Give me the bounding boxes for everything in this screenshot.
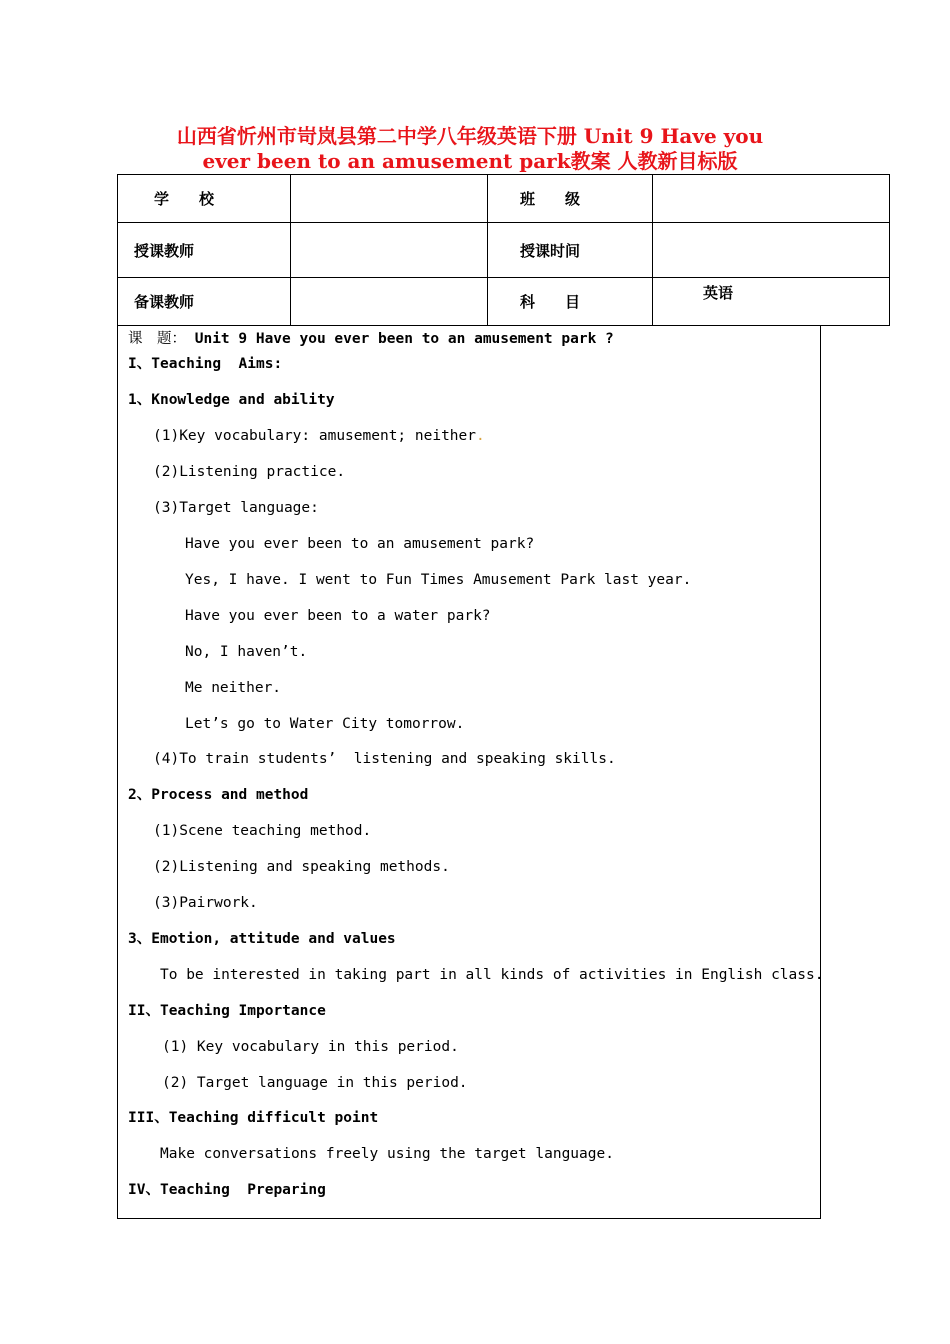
emotion-text: To be interested in taking part in all kinds of activities in English class.	[160, 967, 824, 983]
importance-item-2: (2) Target language in this period.	[162, 1075, 468, 1091]
topic-label: 课 题：	[128, 331, 186, 347]
topic-line	[128, 329, 614, 349]
knowledge-heading: 1、Knowledge and ability	[128, 392, 335, 408]
importance-item-1: (1) Key vocabulary in this period.	[162, 1039, 459, 1055]
school-value[interactable]	[291, 175, 488, 223]
prep-teacher-value[interactable]	[291, 278, 488, 326]
target-line-1: Have you ever been to an amusement park?	[185, 536, 535, 552]
school-label: 学 校	[118, 175, 291, 223]
teacher-label: 授课教师	[118, 223, 291, 278]
process-item-2: (2)Listening and speaking methods.	[153, 859, 450, 875]
time-label: 授课时间	[488, 223, 653, 278]
topic-text: Unit 9 Have you ever been to an amusement park ?	[194, 331, 614, 347]
prep-teacher-label: 备课教师	[118, 278, 291, 326]
teacher-value[interactable]	[291, 223, 488, 278]
info-row-teacher	[118, 223, 890, 278]
process-heading: 2、Process and method	[128, 787, 309, 803]
document-title	[118, 124, 822, 174]
lesson-content	[117, 325, 824, 1219]
preparing-heading: IV、Teaching Preparing	[128, 1182, 326, 1198]
title-line-1: 山西省忻州市岢岚县第二中学八年级英语下册 Unit 9 Have you	[176, 124, 764, 148]
knowledge-item-4: (4)To train students’ listening and speaking skills.	[153, 751, 616, 767]
info-row-prep	[118, 278, 890, 326]
info-row-school	[118, 175, 890, 223]
time-value[interactable]	[653, 223, 890, 278]
aims-heading: I、Teaching Aims:	[128, 356, 283, 372]
target-line-5: Me neither.	[185, 680, 282, 696]
difficult-text: Make conversations freely using the target language.	[160, 1146, 614, 1162]
knowledge-item-3: (3)Target language:	[153, 500, 319, 516]
subject-value: 英语	[653, 278, 890, 326]
emotion-heading: 3、Emotion, attitude and values	[128, 931, 396, 947]
importance-heading: II、Teaching Importance	[128, 1003, 326, 1019]
knowledge-item-1: (1)Key vocabulary: amusement; neither.	[153, 428, 485, 444]
title-line-2: ever been to an amusement park教案 人教新目标版	[202, 149, 738, 173]
target-line-4: No, I haven’t.	[185, 644, 308, 660]
target-line-3: Have you ever been to a water park?	[185, 608, 491, 624]
process-item-1: (1)Scene teaching method.	[153, 823, 372, 839]
class-value[interactable]	[653, 175, 890, 223]
target-line-2: Yes, I have. I went to Fun Times Amusement Park last year.	[185, 572, 692, 588]
difficult-heading: III、Teaching difficult point	[128, 1110, 379, 1126]
target-line-6: Let’s go to Water City tomorrow.	[185, 716, 465, 732]
process-item-3: (3)Pairwork.	[153, 895, 258, 911]
knowledge-item-2: (2)Listening practice.	[153, 464, 346, 480]
lesson-info-table	[117, 174, 890, 326]
class-label: 班 级	[488, 175, 653, 223]
subject-label: 科 目	[488, 278, 653, 326]
